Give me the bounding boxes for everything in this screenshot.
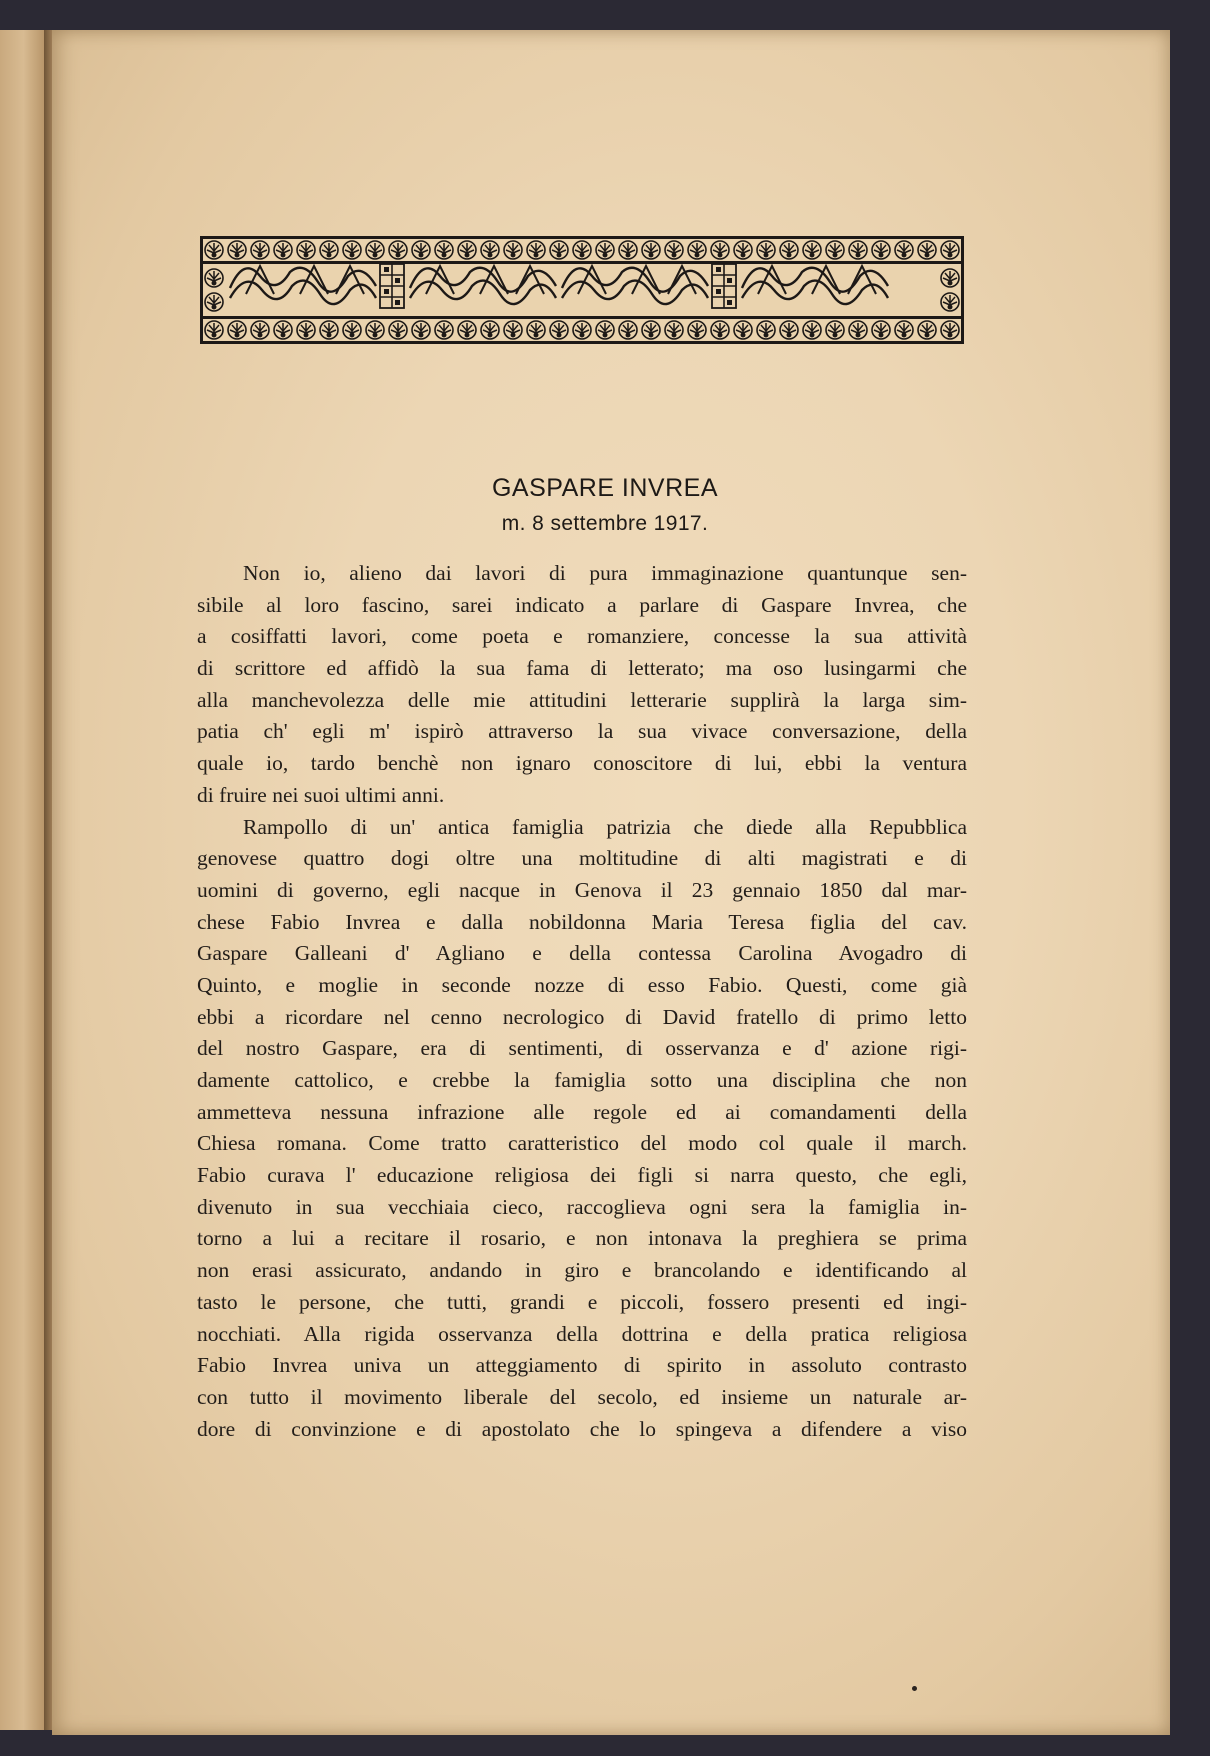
text-line: di scrittore ed affidò la sua fama di letterato; ma oso lusingarmi che [197,656,967,681]
text-line: di fruire nei suoi ultimi anni. [197,782,445,807]
article-body [197,558,967,1445]
text-line: a cosiffatti lavori, come poeta e romanziere, concesse la sua attività [197,624,967,649]
text-line: dore di convinzione e di apostolato che lo spingeva a difendere a viso [197,1416,967,1441]
text-line: del nostro Gaspare, era di sentimenti, di osservanza e d' azione rigi- [197,1036,967,1061]
text-line: Fabio Invrea univa un atteggiamento di spirito in assoluto contrasto [197,1353,967,1378]
text-line: chese Fabio Invrea e dalla nobildonna Maria Teresa figlia del cav. [197,909,967,934]
text-line: con tutto il movimento liberale del secolo, ed insieme un naturale ar- [197,1384,967,1409]
text-line: ammetteva nessuna infrazione alle regole ed ai comandamenti della [197,1099,967,1124]
text-line: sibile al loro fascino, sarei indicato a parlare di Gaspare Invrea, che [197,592,967,617]
text-line: nocchiati. Alla rigida osservanza della dottrina e della pratica religiosa [197,1321,967,1346]
text-line: Rampollo di un' antica famiglia patrizia che diede alla Repubblica [243,814,967,839]
text-line: quale io, tardo benchè non ignaro conoscitore di lui, ebbi la ventura [197,751,967,776]
text-line: Gaspare Galleani d' Agliano e della contessa Carolina Avogadro di [197,941,967,966]
article-subtitle: m. 8 settembre 1917. [501,512,709,535]
text-line: Chiesa romana. Come tratto caratteristico del modo col quale il march. [197,1131,967,1156]
text-line: torno a lui a recitare il rosario, e non intonava la preghiera se prima [197,1226,967,1251]
text-line: patia ch' egli m' ispirò attraverso la sua vivace conversazione, della [197,719,967,744]
text-line: Quinto, e moglie in seconde nozze di esso Fabio. Questi, come già [197,972,967,997]
article-title: GASPARE INVREA [491,474,719,502]
text-line: damente cattolico, e crebbe la famiglia sotto una disciplina che non [197,1068,967,1092]
text-line: alla manchevolezza delle mie attitudini letterarie supplirà la larga sim- [197,687,967,712]
decorative-headpiece [200,236,964,344]
text-line: Non io, alieno dai lavori di pura immaginazione quantunque sen- [243,561,967,585]
text-line: ebbi a ricordare nel cenno necrologico di David fratello di primo letto [197,1004,967,1029]
text-line: non erasi assicurato, andando in giro e brancolando e identificando al [197,1258,967,1283]
ink-speck [912,1686,917,1691]
text-line: divenuto in sua vecchiaia cieco, raccoglieva ogni sera la famiglia in- [197,1194,967,1219]
text-line: Fabio curava l' educazione religiosa dei figli si narra questo, che egli, [197,1163,967,1188]
text-line: tasto le persone, che tutti, grandi e piccoli, fossero presenti ed ingi- [197,1289,967,1314]
text-line: genovese quattro dogi oltre una moltitudine di alti magistrati e di [197,846,967,871]
text-line: uomini di governo, egli nacque in Genova il 23 gennaio 1850 dal mar- [197,877,967,902]
